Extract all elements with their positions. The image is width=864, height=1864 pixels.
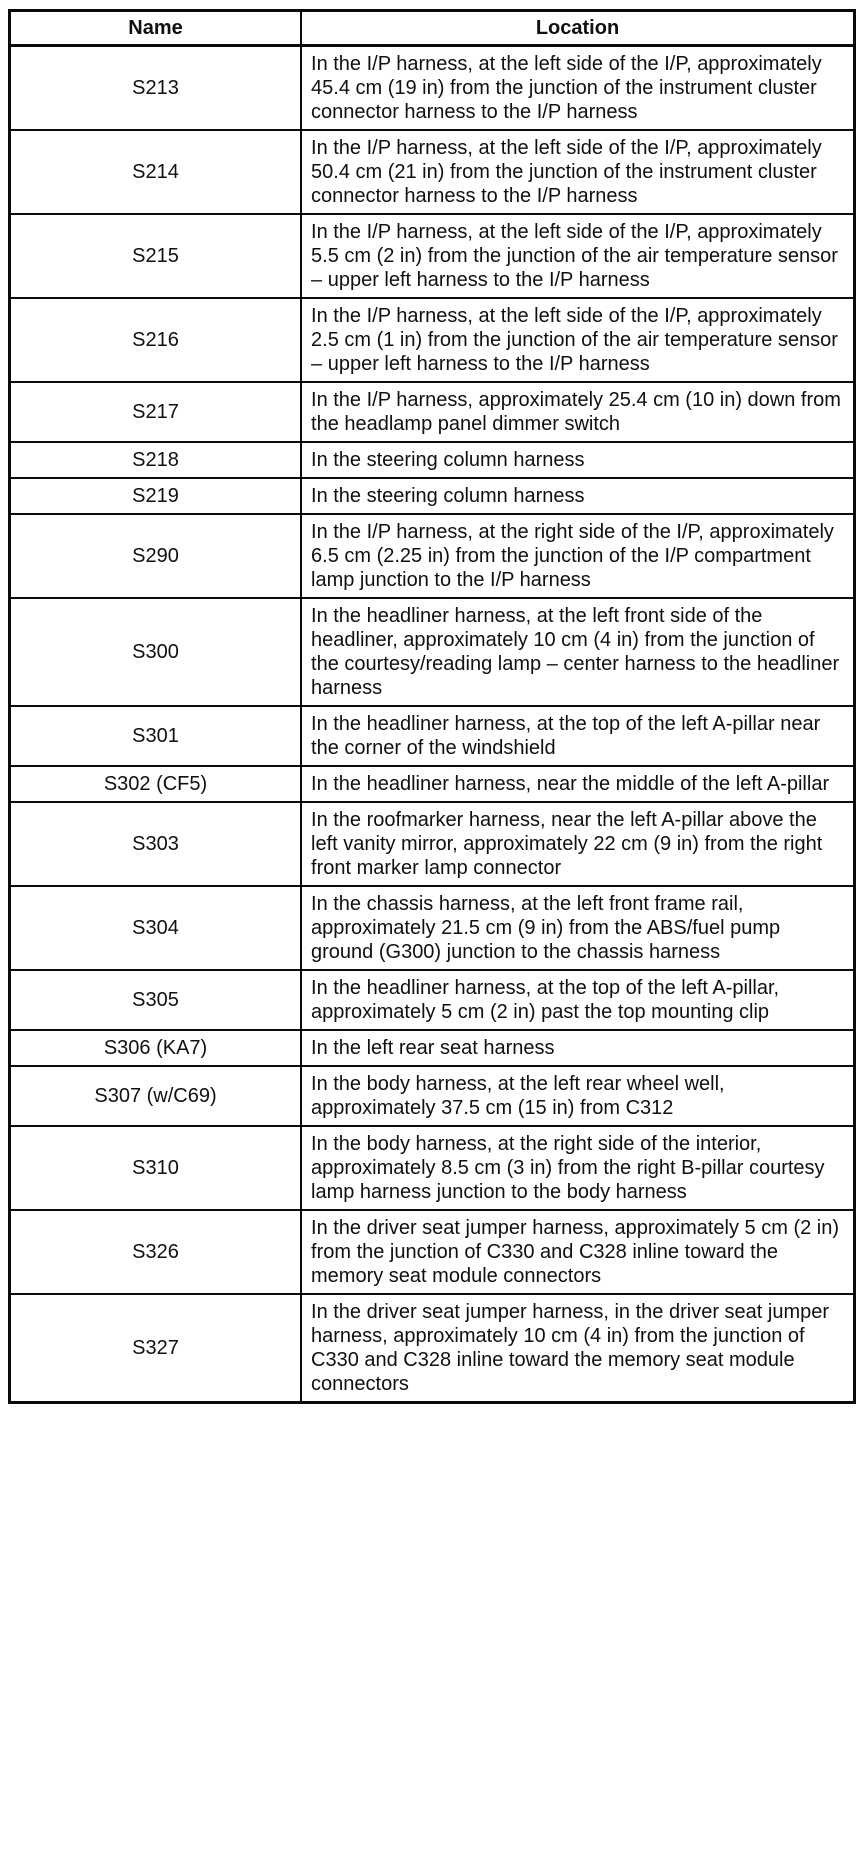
splice-location-table	[8, 9, 856, 1404]
splice-location-cell: In the driver seat jumper harness, in the driver seat jumper harness, approximately 10 cm (4 in) from the junction of C330 and C328 inline toward the memory seat module connectors	[301, 1294, 854, 1403]
splice-name-cell: S310	[10, 1126, 302, 1210]
splice-name-cell: S219	[10, 478, 302, 514]
splice-location-cell: In the headliner harness, at the left front side of the headliner, approximately 10 cm (4 in) from the junction of the courtesy/reading lamp – center harness to the headliner harness	[301, 598, 854, 706]
splice-location-cell: In the steering column harness	[301, 478, 854, 514]
splice-location-cell: In the roofmarker harness, near the left A-pillar above the left vanity mirror, approximately 22 cm (9 in) from the right front marker lamp connector	[301, 802, 854, 886]
table-row	[10, 706, 855, 766]
splice-name-cell: S300	[10, 598, 302, 706]
splice-location-cell: In the chassis harness, at the left front frame rail, approximately 21.5 cm (9 in) from the ABS/fuel pump ground (G300) junction to the chassis harness	[301, 886, 854, 970]
table-row	[10, 130, 855, 214]
splice-name-cell: S306 (KA7)	[10, 1030, 302, 1066]
splice-name-cell: S218	[10, 442, 302, 478]
header-row	[10, 11, 855, 46]
splice-location-cell: In the I/P harness, at the right side of the I/P, approximately 6.5 cm (2.25 in) from the junction of the I/P compartment lamp junction to the I/P harness	[301, 514, 854, 598]
table-row	[10, 214, 855, 298]
table-row	[10, 802, 855, 886]
splice-name-cell: S327	[10, 1294, 302, 1403]
table-row	[10, 478, 855, 514]
table-row	[10, 1294, 855, 1403]
splice-location-cell: In the I/P harness, at the left side of the I/P, approximately 2.5 cm (1 in) from the junction of the air temperature sensor – upper left harness to the I/P harness	[301, 298, 854, 382]
table-row	[10, 598, 855, 706]
splice-location-cell: In the body harness, at the right side of the interior, approximately 8.5 cm (3 in) from the right B-pillar courtesy lamp harness junction to the body harness	[301, 1126, 854, 1210]
splice-location-cell: In the headliner harness, at the top of the left A-pillar near the corner of the windshield	[301, 706, 854, 766]
splice-location-cell: In the I/P harness, approximately 25.4 cm (10 in) down from the headlamp panel dimmer switch	[301, 382, 854, 442]
table-row	[10, 1030, 855, 1066]
splice-location-cell: In the headliner harness, at the top of the left A-pillar, approximately 5 cm (2 in) past the top mounting clip	[301, 970, 854, 1030]
table-row	[10, 46, 855, 131]
column-header-location: Location	[301, 11, 854, 46]
table-row	[10, 298, 855, 382]
table-row	[10, 382, 855, 442]
table-row	[10, 442, 855, 478]
table-row	[10, 1066, 855, 1126]
table-row	[10, 766, 855, 802]
splice-name-cell: S217	[10, 382, 302, 442]
splice-location-cell: In the I/P harness, at the left side of the I/P, approximately 50.4 cm (21 in) from the junction of the instrument cluster connector harness to the I/P harness	[301, 130, 854, 214]
table-row	[10, 514, 855, 598]
splice-location-cell: In the body harness, at the left rear wheel well, approximately 37.5 cm (15 in) from C312	[301, 1066, 854, 1126]
splice-location-cell: In the steering column harness	[301, 442, 854, 478]
table-row	[10, 1126, 855, 1210]
splice-name-cell: S302 (CF5)	[10, 766, 302, 802]
splice-name-cell: S307 (w/C69)	[10, 1066, 302, 1126]
splice-name-cell: S214	[10, 130, 302, 214]
splice-name-cell: S290	[10, 514, 302, 598]
splice-name-cell: S303	[10, 802, 302, 886]
splice-name-cell: S301	[10, 706, 302, 766]
splice-name-cell: S304	[10, 886, 302, 970]
splice-name-cell: S216	[10, 298, 302, 382]
column-header-name: Name	[10, 11, 302, 46]
splice-location-cell: In the I/P harness, at the left side of the I/P, approximately 45.4 cm (19 in) from the junction of the instrument cluster connector harness to the I/P harness	[301, 46, 854, 131]
splice-name-cell: S213	[10, 46, 302, 131]
splice-location-cell: In the left rear seat harness	[301, 1030, 854, 1066]
table-body	[10, 46, 855, 1403]
table-row	[10, 1210, 855, 1294]
table-row	[10, 970, 855, 1030]
splice-name-cell: S326	[10, 1210, 302, 1294]
splice-location-cell: In the driver seat jumper harness, approximately 5 cm (2 in) from the junction of C330 and C328 inline toward the memory seat module connectors	[301, 1210, 854, 1294]
splice-location-cell: In the headliner harness, near the middle of the left A-pillar	[301, 766, 854, 802]
splice-name-cell: S305	[10, 970, 302, 1030]
table-row	[10, 886, 855, 970]
splice-name-cell: S215	[10, 214, 302, 298]
splice-location-cell: In the I/P harness, at the left side of the I/P, approximately 5.5 cm (2 in) from the junction of the air temperature sensor – upper left harness to the I/P harness	[301, 214, 854, 298]
